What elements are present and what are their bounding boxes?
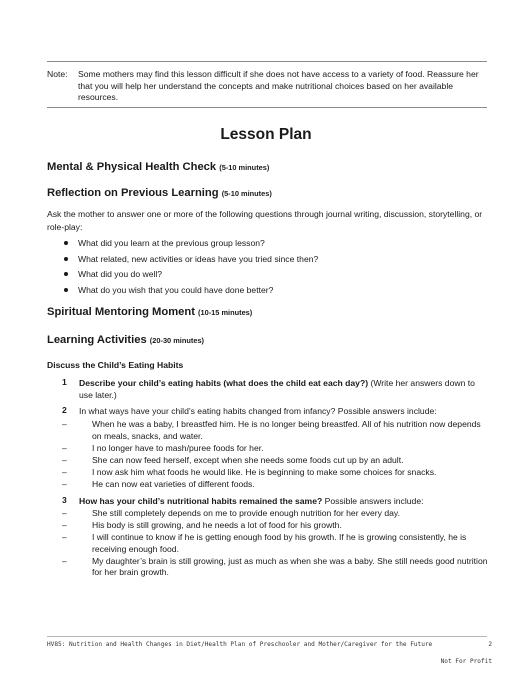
duration-label: (20-30 minutes) [149, 336, 205, 345]
list-item [62, 556, 492, 579]
duration-label: (5-10 minutes) [221, 189, 272, 198]
list-item [62, 508, 492, 520]
dash-icon: – [62, 508, 67, 518]
note-text: Some mothers may find this lesson difficult if she does not have access to a variety of food. Reassure her that you will help her understand the concepts and make nutritional choices based on her available resources. [78, 69, 479, 103]
dash-icon: – [62, 520, 67, 531]
footer-divider [47, 636, 487, 637]
item-rest-text: Possible answers include: [322, 496, 424, 506]
note-label: Note: [47, 69, 68, 79]
note-divider [47, 107, 487, 108]
dash-icon: – [62, 478, 67, 489]
item-text [79, 495, 491, 507]
heading-text: Learning Activities [47, 334, 147, 346]
list-item-text: What did you do well? [78, 269, 163, 279]
dash-icon: – [62, 442, 67, 453]
list-item [62, 419, 492, 442]
reflection-intro: Ask the mother to answer one or more of the following questions through journal writing, discussion, storytelling, or role-play: [47, 209, 483, 232]
top-divider [47, 61, 487, 62]
list-item-text: What do you wish that you could have done better? [78, 284, 274, 295]
item-bold-text: How has your child’s nutritional habits remained the same? [79, 496, 323, 506]
bullet-icon [64, 241, 68, 245]
heading-text: Mental & Physical Health Check [47, 161, 217, 173]
item-rest-text: In what ways have your child’s eating habits changed from infancy? Possible answers include: [79, 406, 437, 416]
list-item-text: She still completely depends on me to provide enough nutrition for her every day. [92, 508, 400, 518]
list-item-text: He can now eat varieties of different foods. [92, 478, 255, 489]
page-footer [47, 641, 492, 665]
item-number: 3 [62, 495, 67, 505]
list-item [47, 237, 487, 253]
dash-icon: – [62, 454, 67, 465]
list-item-text: His body is still growing, and he needs a lot of food for his growth. [92, 520, 342, 531]
list-item-text: I will continue to know if he is getting enough food by his growth. If he is growing consistently, he is receiving enough food. [92, 532, 467, 554]
heading-text: Reflection on Previous Learning [47, 187, 219, 199]
list-item-text: I no longer have to mash/puree foods for her. [92, 442, 264, 453]
item-bold-text: Describe your child’s eating habits (what does the child eat each day?) [79, 378, 369, 388]
bullet-icon [64, 272, 68, 276]
list-item [47, 268, 487, 284]
list-item-text: My daughter’s brain is still growing, just as much as when she was a baby. She still needs good nutrition for her brain growth. [92, 555, 488, 578]
item-number: 1 [62, 377, 67, 387]
list-item-text: What related, new activities or ideas have you tried since then? [78, 253, 319, 264]
item-rest-text: (Write her answers down to use later.) [79, 378, 475, 400]
heading-text: Spiritual Mentoring Moment [47, 306, 195, 318]
bullet-icon [64, 288, 68, 292]
item-number: 2 [62, 405, 67, 415]
learning-subheading: Discuss the Child’s Eating Habits [47, 360, 184, 370]
page-number: 2 [488, 641, 492, 648]
dash-icon: – [62, 532, 67, 543]
bullet-icon [64, 257, 68, 261]
footer-notice: Not For Profit [440, 658, 492, 665]
duration-label: (5-10 minutes) [219, 163, 270, 172]
reflection-question-list [47, 237, 487, 299]
page-title: Lesson Plan [220, 126, 312, 143]
dash-icon: – [62, 466, 67, 477]
item-text [79, 377, 491, 401]
list-item-text: I now ask him what foods he would like. He is beginning to make some choices for snacks. [92, 466, 437, 477]
list-item [62, 467, 492, 479]
list-item-text: What did you learn at the previous group lesson? [78, 238, 265, 248]
list-item [62, 443, 492, 455]
list-item [47, 284, 487, 300]
heading-mental-health [47, 161, 269, 173]
duration-label: (10-15 minutes) [198, 308, 253, 317]
heading-learning [47, 334, 204, 346]
list-item-text: She can now feed herself, except when she needs some foods cut up by an adult. [92, 454, 404, 465]
list-item [62, 520, 492, 532]
item-text [79, 405, 491, 417]
list-item [62, 455, 492, 467]
dash-icon: – [62, 419, 67, 429]
dash-icon: – [62, 555, 67, 566]
heading-spiritual [47, 306, 252, 318]
list-item [47, 253, 487, 269]
list-item-text: When he was a baby, I breastfed him. He is no longer being breastfed. All of his nutrition now depends on meals, snacks, and water. [92, 419, 481, 441]
list-item [62, 479, 492, 491]
answer-list [62, 419, 492, 491]
heading-reflection [47, 187, 272, 199]
list-item [62, 532, 492, 555]
footer-text: HV85: Nutrition and Health Changes in Diet/Health Plan of Preschooler and Mother/Caregiver for the Future [47, 641, 433, 648]
answer-list [62, 508, 492, 580]
